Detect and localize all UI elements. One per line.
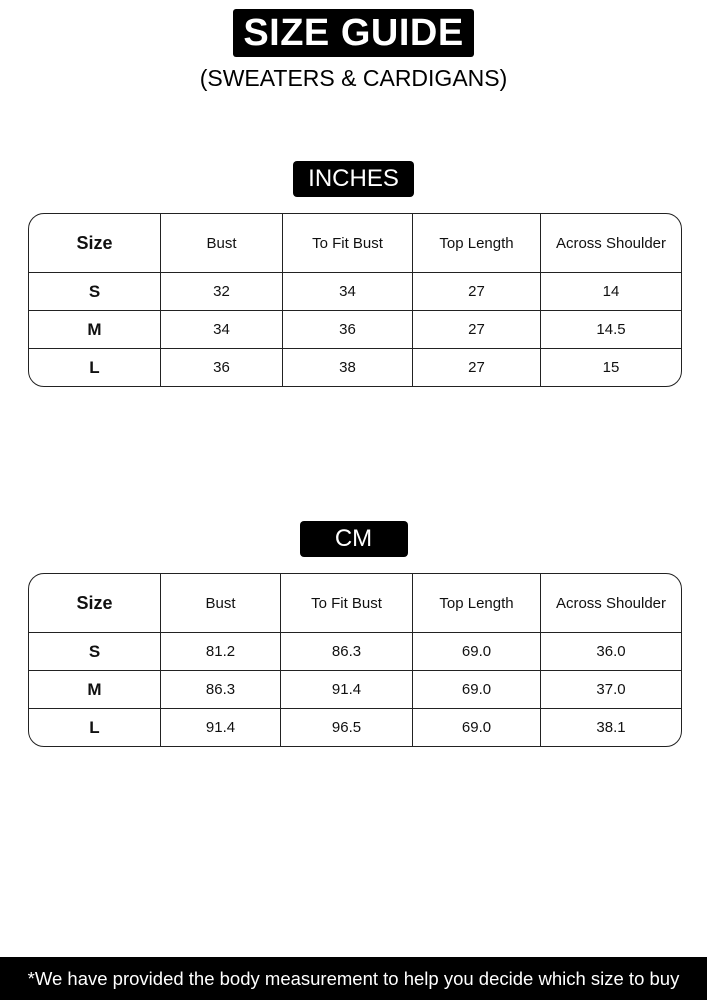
table-row: [29, 633, 681, 671]
to-fit-bust-cell: 91.4: [281, 671, 413, 709]
bust-cell: 32: [161, 273, 283, 311]
top-length-cell: 27: [413, 349, 541, 386]
across-shoulder-cell: 37.0: [541, 671, 681, 709]
column-header-across-shoulder: Across Shoulder: [541, 214, 681, 273]
table-header-row: [29, 574, 681, 633]
top-length-cell: 27: [413, 311, 541, 349]
across-shoulder-cell: 15: [602, 359, 620, 376]
inches-label-wrap: [0, 161, 707, 197]
bust-cell: 86.3: [161, 671, 281, 709]
table-row: [29, 273, 681, 311]
size-cell: L: [29, 349, 161, 386]
column-header-top-length: Top Length: [413, 214, 541, 273]
column-header-to-fit-bust: To Fit Bust: [283, 214, 413, 273]
bust-cell: 34: [161, 311, 283, 349]
top-length-cell: 69.0: [413, 633, 541, 671]
to-fit-bust-cell: 86.3: [281, 633, 413, 671]
table-row: [29, 311, 681, 349]
column-header-size: Size: [29, 214, 161, 273]
page-title: SIZE GUIDE: [233, 9, 473, 57]
bust-cell: 91.4: [161, 709, 281, 746]
cm-label-wrap: [0, 521, 707, 557]
size-cell: M: [29, 671, 161, 709]
column-header-top-length: Top Length: [413, 574, 541, 633]
across-shoulder-cell: 14.5: [541, 311, 681, 349]
title-banner: [0, 9, 707, 57]
column-header-bust: Bust: [161, 214, 283, 273]
size-cell: L: [29, 709, 161, 746]
table-row: [29, 349, 681, 386]
across-shoulder-cell: 38.1: [596, 719, 626, 736]
inches-size-table: [28, 213, 682, 387]
column-header-bust: Bust: [161, 574, 281, 633]
table-header-row: [29, 214, 681, 273]
page-subtitle: (SWEATERS & CARDIGANS): [199, 65, 508, 91]
column-header-across-shoulder: Across Shoulder: [541, 574, 681, 633]
top-length-cell: 69.0: [413, 671, 541, 709]
top-length-cell: 27: [413, 273, 541, 311]
bust-cell: 36: [161, 349, 283, 386]
inches-unit-label: INCHES: [293, 161, 414, 197]
top-length-cell: 69.0: [413, 709, 541, 746]
size-cell: S: [29, 633, 161, 671]
across-shoulder-cell: 14: [541, 273, 681, 311]
column-header-to-fit-bust: To Fit Bust: [281, 574, 413, 633]
table-row: [29, 709, 681, 746]
size-cell: M: [29, 311, 161, 349]
cm-size-table: [28, 573, 682, 747]
to-fit-bust-cell: 96.5: [281, 709, 413, 746]
bust-cell: 81.2: [161, 633, 281, 671]
to-fit-bust-cell: 36: [283, 311, 413, 349]
column-header-size: Size: [29, 574, 161, 633]
to-fit-bust-cell: 34: [283, 273, 413, 311]
size-cell: S: [29, 273, 161, 311]
table-row: [29, 671, 681, 709]
cm-unit-label: CM: [300, 521, 408, 557]
footer-note: *We have provided the body measurement to help you decide which size to buy: [0, 957, 707, 1000]
across-shoulder-cell: 36.0: [541, 633, 681, 671]
to-fit-bust-cell: 38: [283, 349, 413, 386]
